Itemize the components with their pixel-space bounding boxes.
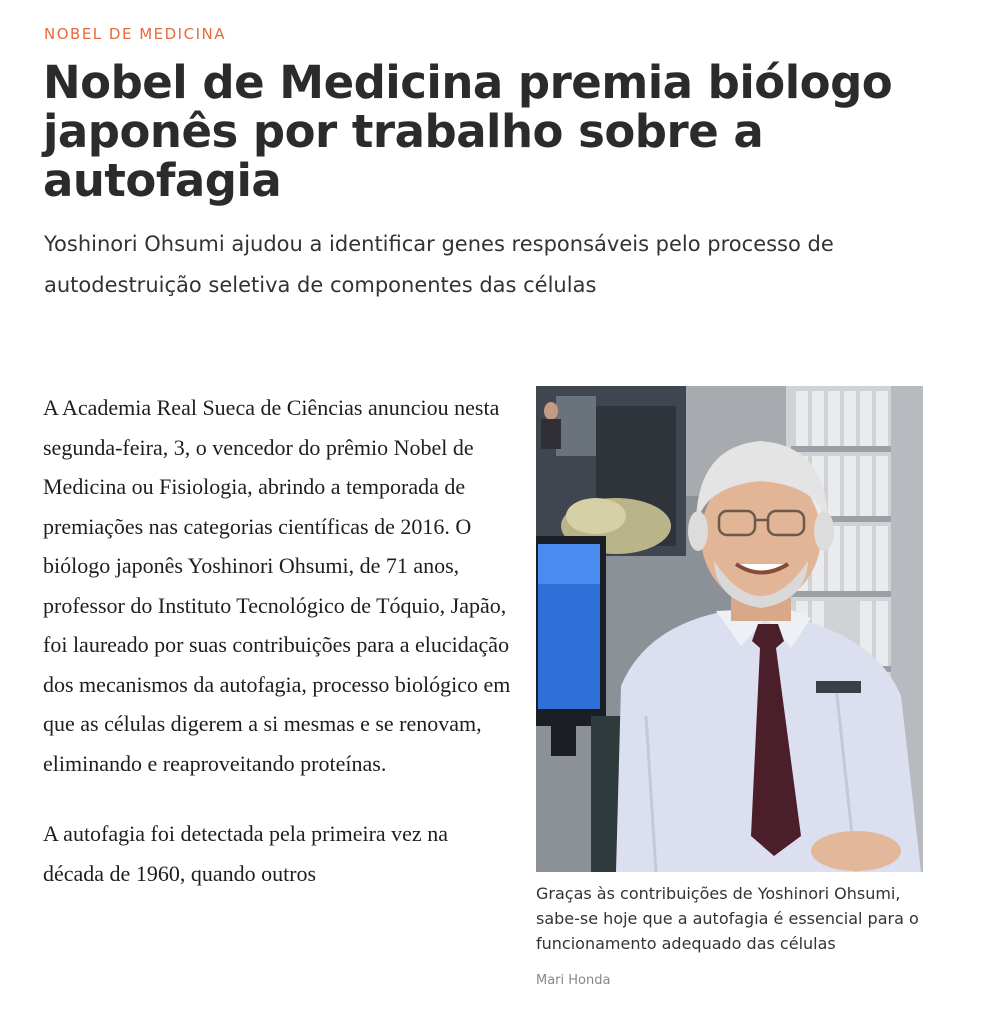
headline: Nobel de Medicina premia biólogo japonês por trabalho sobre a autofagia [43, 56, 893, 207]
kicker[interactable]: NOBEL DE MEDICINA [44, 25, 226, 43]
article-body [43, 388, 513, 924]
paragraph: A Academia Real Sueca de Ciências anunciou nesta segunda-feira, 3, o vencedor do prêmio Nobel de Medicina ou Fisiologia, abrindo a temporada de premiações nas categorias científicas de 2016. O biólogo japonês Yoshinori Ohsumi, de 71 anos, professor do Instituto Tecnológico de Tóquio, Japão, foi laureado por suas contribuições para a elucidação dos mecanismos da autofagia, processo biológico em que as células digerem a si mesmas e se renovam, eliminando e reaproveitando proteínas. [43, 395, 511, 776]
figure-caption: Graças às contribuições de Yoshinori Ohsumi, sabe-se hoje que a autofagia é essencial para o funcionamento adequado das células [536, 884, 919, 953]
subhead: Yoshinori Ohsumi ajudou a identificar genes responsáveis pelo processo de autodestruição seletiva de componentes das células [44, 232, 834, 297]
portrait-photo[interactable] [536, 386, 923, 872]
article-figure [536, 386, 923, 988]
paragraph: A autofagia foi detectada pela primeira vez na década de 1960, quando outros [43, 821, 448, 886]
photo-credit: Mari Honda [536, 973, 611, 988]
